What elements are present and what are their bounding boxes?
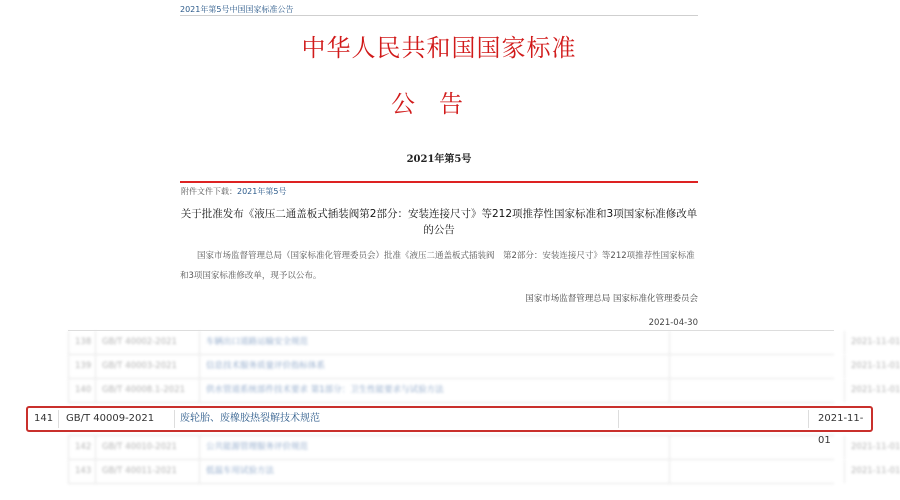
- standard-code: GB/T 40010-2021: [95, 436, 199, 459]
- cell-divider: [618, 410, 619, 428]
- announcement-body: 国家市场监督管理总局（国家标准化管理委员会）批准《液压二通盖板式插装阀 第2部分：安装连接尺寸》等212项推荐性国家标准和3项国家标准修改单，现予以公布。: [180, 251, 695, 281]
- breadcrumb[interactable]: 2021年第5号中国国家标准公告: [180, 5, 294, 14]
- row-number: 140: [68, 379, 95, 402]
- standard-name-link[interactable]: 低温车用试验方法: [199, 460, 669, 483]
- cell-divider: [174, 410, 175, 428]
- standard-name-link[interactable]: 供水管道系统部件技术要求 第1部分：卫生性能要求与试验方法: [199, 379, 669, 402]
- row-number: 139: [68, 355, 95, 378]
- table-row: [68, 331, 900, 355]
- standard-code: GB/T 40003-2021: [95, 355, 199, 378]
- document-number: 2021年第5号: [406, 154, 472, 165]
- row-number: 138: [68, 331, 95, 354]
- implementation-date: 2021-11-01: [844, 460, 900, 483]
- page-title: 中华人民共和国国家标准: [301, 34, 577, 62]
- implementation-date: 2021-11-01: [818, 413, 864, 446]
- table-row: [68, 379, 900, 403]
- standard-name-link[interactable]: 公共能源管理服务评价规范: [199, 436, 669, 459]
- standard-code: GB/T 40009-2021: [66, 413, 155, 424]
- top-divider: [180, 15, 698, 16]
- cell-divider: [808, 410, 809, 428]
- implementation-date: 2021-11-01: [844, 331, 900, 354]
- row-number: 141: [34, 413, 54, 424]
- announcement-heading: 关于批准发布《液压二通盖板式插装阀第2部分：安装连接尺寸》等212项推荐性国家标准和3项国家标准修改单的公告: [180, 208, 698, 236]
- table-row: [68, 435, 900, 460]
- issue-date: 2021-04-30: [648, 318, 698, 328]
- table-row: [68, 460, 900, 484]
- standard-name-link[interactable]: 车辆出口道路运输安全规范: [199, 331, 669, 354]
- issuer: 国家市场监督管理总局 国家标准化管理委员会: [525, 294, 698, 304]
- implementation-date: 2021-11-01: [844, 379, 900, 402]
- attachment-label: 附件文件下载：: [181, 187, 237, 196]
- replaced-standard: [669, 460, 844, 483]
- announcement-title: 公告: [391, 90, 487, 118]
- red-divider: [180, 181, 698, 183]
- attachment-download-link[interactable]: 2021年第5号: [237, 187, 287, 196]
- replaced-standard: [669, 379, 844, 402]
- standard-name-link[interactable]: 废轮胎、废橡胶热裂解技术规范: [180, 413, 320, 424]
- row-number: 143: [68, 460, 95, 483]
- standard-code: GB/T 40008.1-2021: [95, 379, 199, 402]
- table-row: [68, 355, 900, 379]
- replaced-standard: [669, 331, 844, 354]
- row-number: 142: [68, 436, 95, 459]
- standard-name-link[interactable]: 信息技术服务质量评价指标体系: [199, 355, 669, 378]
- standard-code: GB/T 40002-2021: [95, 331, 199, 354]
- implementation-date: 2021-11-01: [844, 436, 900, 459]
- implementation-date: 2021-11-01: [844, 355, 900, 378]
- replaced-standard: [669, 355, 844, 378]
- standard-code: GB/T 40011-2021: [95, 460, 199, 483]
- attachment-line: [181, 186, 286, 197]
- highlighted-table-row: [26, 406, 873, 446]
- cell-divider: [58, 410, 59, 428]
